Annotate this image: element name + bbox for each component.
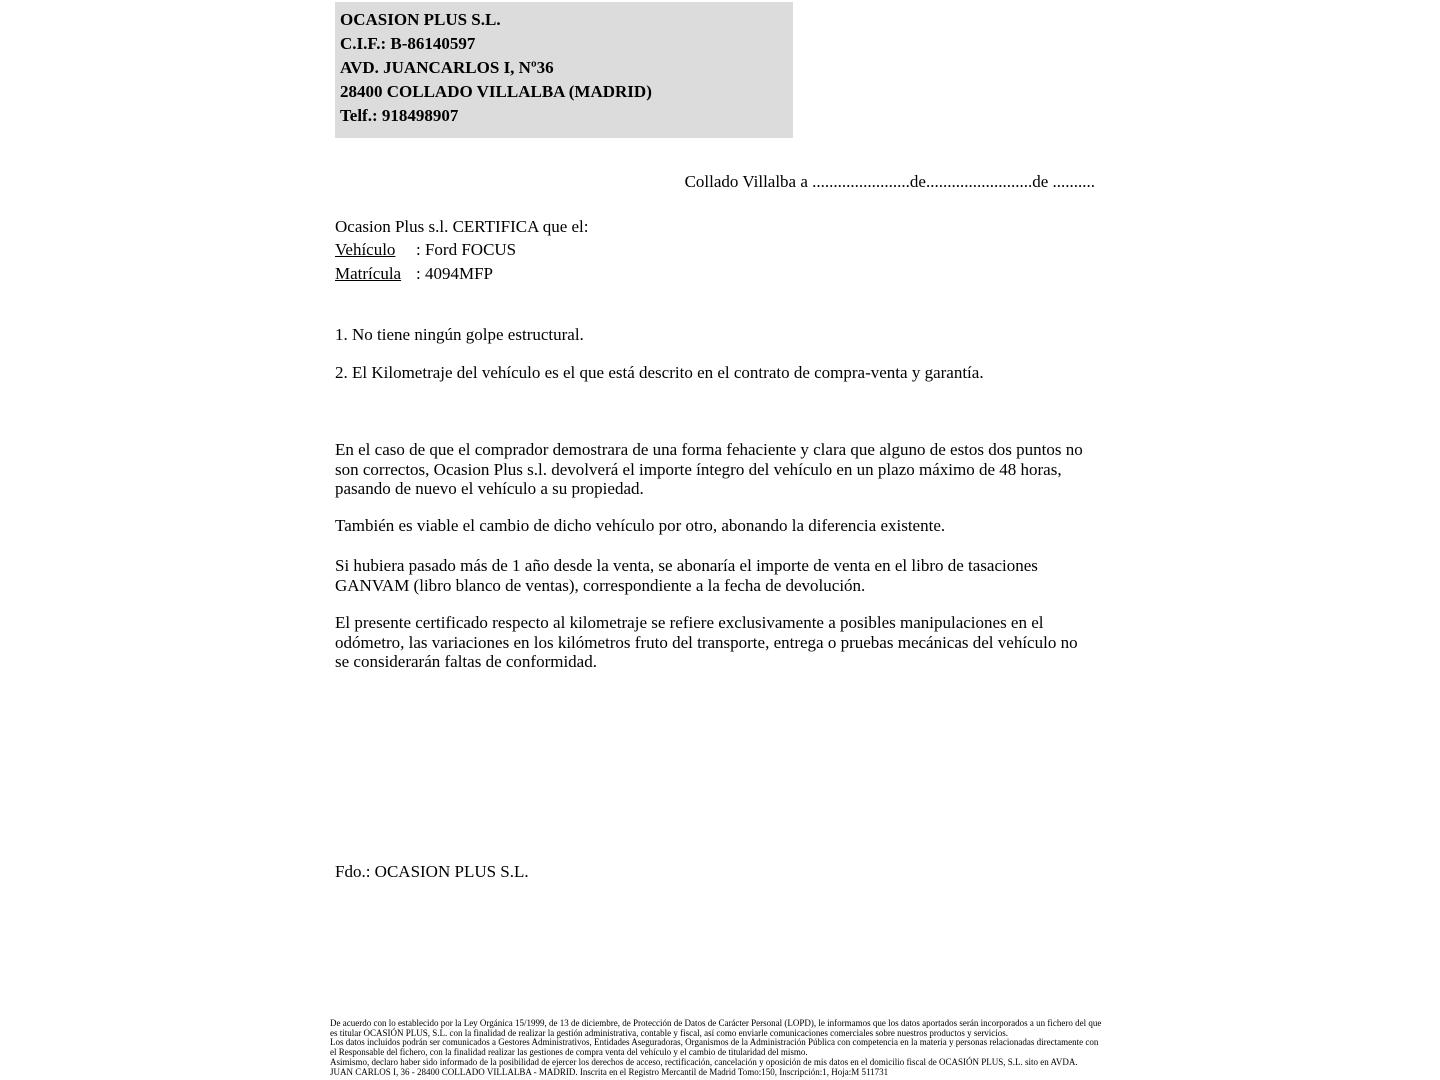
vehicle-value: : Ford FOCUS — [416, 240, 517, 259]
body-paragraph-refund: En el caso de que el comprador demostrara de una forma fehaciente y clara que alguno de estos dos puntos no son correctos, Ocasion Plus s.l. devolverá el importe íntegro del vehículo en un plazo máximo de 48 horas, pasando de nuevo el vehículo a su propiedad. — [335, 440, 1083, 498]
certificate-point-1: 1. No tiene ningún golpe estructural. — [335, 325, 584, 344]
body-paragraph-odometer: El presente certificado respecto al kilometraje se refiere exclusivamente a posibles manipulaciones en el odómetro, las variaciones en los kilómetros fruto del transporte, entrega o pruebas mecánicas del vehículo no se considerarán faltas de conformidad. — [335, 613, 1078, 671]
plate-line — [335, 264, 493, 284]
certifies-intro: Ocasion Plus s.l. CERTIFICA que el: — [335, 217, 589, 236]
legal-paragraph-rights: Asimismo, declaro haber sido informado de la posibilidad de ejercer los derechos de acceso, rectificación, cancelación y oposición de mis datos en el domicilio fiscal de OCASIÓN PLUS, S.L. sito en AVDA. JUAN CARLOS I, 36 - 28400 COLLADO VILLALBA - MADRID. Inscrita en el Registro Mercantil de Madrid Tomo:150, Inscripción:1, Hoja:M 511731 — [330, 1056, 1078, 1077]
company-phone: Telf.: 918498907 — [340, 106, 459, 125]
body-paragraph-ganvam: Si hubiera pasado más de 1 año desde la venta, se abonaría el importe de venta en el libro de tasaciones GANVAM (libro blanco de ventas), correspondiente a la fecha de devolución. — [335, 556, 1038, 595]
body-paragraph-exchange: También es viable el cambio de dicho vehículo por otro, abonando la diferencia existente. — [335, 516, 946, 535]
company-city: 28400 COLLADO VILLALBA (MADRID) — [340, 82, 652, 101]
company-name: OCASION PLUS S.L. — [340, 10, 501, 29]
company-cif: C.I.F.: B-86140597 — [340, 34, 476, 53]
certificate-point-2: 2. El Kilometraje del vehículo es el que está descrito en el contrato de compra-venta y garantía. — [335, 363, 984, 382]
legal-paragraph-lopd: De acuerdo con lo establecido por la Ley Orgánica 15/1999, de 13 de diciembre, de Protección de Datos de Carácter Personal (LOPD), le informamos que los datos aportados serán incorporados a un fichero del que es titular OCASIÓN PLUS, S.L. con la finalidad de realizar la gestión administrativa, contable y fiscal, así como enviarle comunicaciones comerciales sobre nuestros productos y servicios. — [330, 1018, 1102, 1038]
plate-label: Matrícula — [335, 264, 402, 283]
plate-value: : 4094MFP — [416, 264, 493, 283]
vehicle-label: Vehículo — [335, 240, 396, 259]
company-header-box — [335, 2, 793, 138]
legal-paragraph-data-sharing: Los datos incluidos podrán ser comunicados a Gestores Administrativos, Entidades Aseguradoras, Organismos de la Administración Pública con competencia en la materia y personas relacionadas directamente con el Responsable del fichero, con la finalidad realizar las gestiones de compra venta del vehículo y el cambio de titularidad del mismo. — [330, 1037, 1099, 1058]
signature-line: Fdo.: OCASION PLUS S.L. — [335, 862, 529, 881]
legal-footer — [330, 1019, 1102, 1077]
date-line: Collado Villalba a .......................de.........................de .......... — [684, 172, 1095, 191]
vehicle-line — [335, 240, 516, 260]
company-address: AVD. JUANCARLOS I, Nº36 — [340, 58, 554, 77]
